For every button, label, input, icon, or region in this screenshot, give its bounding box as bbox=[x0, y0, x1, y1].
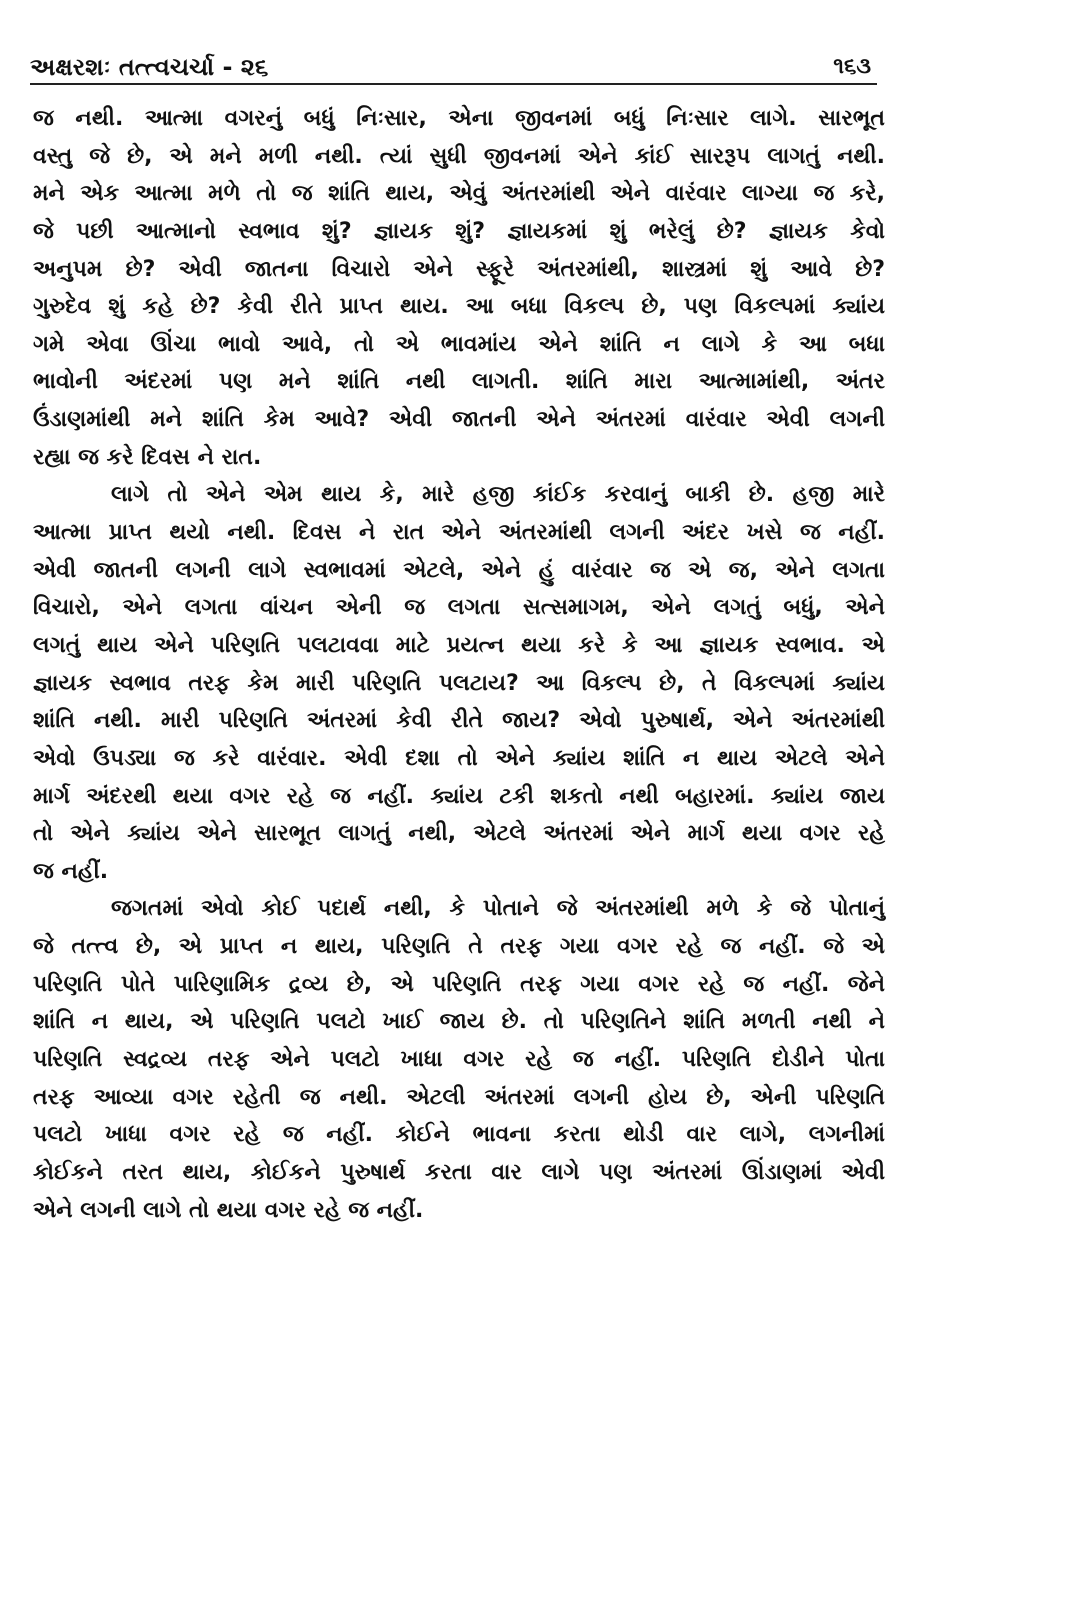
text-line: જ્ઞાયક સ્વભાવ તરફ કેમ મારી પરિણતિ પલટાય? આ વિકલ્પ છે, તે વિકલ્પમાં ક્યાંય bbox=[33, 670, 885, 696]
text-line: ભાવોની અંદરમાં પણ મને શાંતિ નથી લાગતી. શાંતિ મારા આત્મામાંથી, અંતર bbox=[33, 369, 885, 395]
header-rule bbox=[30, 83, 877, 85]
page-header bbox=[30, 42, 877, 82]
text-line: વસ્તુ જે છે, એ મને મળી નથી. ત્યાં સુધી જીવનમાં એને કાંઈ સારરૂપ લાગતું નથી. bbox=[33, 143, 885, 169]
text-line: તો એને ક્યાંય એને સારભૂત લાગતું નથી, એટલે અંતરમાં એને માર્ગ થયા વગર રહે bbox=[33, 821, 885, 847]
running-title: અક્ષરશઃ તત્ત્વચર્ચા - ૨૬ bbox=[30, 53, 269, 81]
text-line: લગતું થાય એને પરિણતિ પલટાવવા માટે પ્રયત્ન થયા કરે કે આ જ્ઞાયક સ્વભાવ. એ bbox=[33, 632, 885, 658]
text-line: તરફ આવ્યા વગર રહેતી જ નથી. એટલી અંતરમાં લગની હોય છે, એની પરિણતિ bbox=[33, 1084, 885, 1110]
text-line: પરિણતિ પોતે પારિણામિક દ્રવ્ય છે, એ પરિણતિ તરફ ગયા વગર રહે જ નહીં. જેને bbox=[33, 971, 885, 997]
text-line: મને એક આત્મા મળે તો જ શાંતિ થાય, એવું અંતરમાંથી એને વારંવાર લાગ્યા જ કરે, bbox=[33, 181, 885, 207]
text-line: અનુપમ છે? એવી જાતના વિચારો એને સ્ફૂરે અંતરમાંથી, શાસ્ત્રમાં શું આવે છે? bbox=[33, 256, 885, 282]
text-line: લાગે તો એને એમ થાય કે, મારે હજી કાંઈક કરવાનું બાકી છે. હજી મારે bbox=[111, 482, 885, 508]
text-line: ગમે એવા ઊંચા ભાવો આવે, તો એ ભાવમાંય એને શાંતિ ન લાગે કે આ બધા bbox=[33, 331, 885, 357]
text-line: જગતમાં એવો કોઈ પદાર્થ નથી, કે પોતાને જે અંતરમાંથી મળે કે જે પોતાનું bbox=[111, 896, 885, 922]
text-line: જે પછી આત્માનો સ્વભાવ શું? જ્ઞાયક શું? જ્ઞાયકમાં શું ભરેલું છે? જ્ઞાયક કેવો bbox=[33, 218, 885, 244]
text-line: પલટો ખાધા વગર રહે જ નહીં. કોઈને ભાવના કરતા થોડી વાર લાગે, લગનીમાં bbox=[33, 1122, 885, 1148]
text-line: જ નહીં. bbox=[33, 858, 109, 884]
text-line: રહ્યા જ કરે દિવસ ને રાત. bbox=[33, 444, 262, 470]
text-line: કોઈકને તરત થાય, કોઈકને પુરુષાર્થ કરતા વાર લાગે પણ અંતરમાં ઊંડાણમાં એવી bbox=[33, 1159, 885, 1185]
text-line: માર્ગ અંદરથી થયા વગર રહે જ નહીં. ક્યાંય ટકી શકતો નથી બહારમાં. ક્યાંય જાય bbox=[33, 783, 885, 809]
text-line: શાંતિ ન થાય, એ પરિણતિ પલટો ખાઈ જાય છે. તો પરિણતિને શાંતિ મળતી નથી ને bbox=[33, 1009, 885, 1035]
text-line: ગુરુદેવ શું કહે છે? કેવી રીતે પ્રાપ્ત થાય. આ બધા વિકલ્પ છે, પણ વિકલ્પમાં ક્યાંય bbox=[33, 294, 885, 320]
text-line: શાંતિ નથી. મારી પરિણતિ અંતરમાં કેવી રીતે જાય? એવો પુરુષાર્થ, એને અંતરમાંથી bbox=[33, 708, 885, 734]
text-line: પરિણતિ સ્વદ્રવ્ય તરફ એને પલટો ખાધા વગર રહે જ નહીં. પરિણતિ દોડીને પોતા bbox=[33, 1047, 885, 1073]
text-line: ઉંડાણમાંથી મને શાંતિ કેમ આવે? એવી જાતની એને અંતરમાં વારંવાર એવી લગની bbox=[33, 407, 885, 433]
text-line: એવી જાતની લગની લાગે સ્વભાવમાં એટલે, એને હું વારંવાર જ એ જ, એને લગતા bbox=[33, 557, 885, 583]
text-line: એવો ઉપડ્યા જ કરે વારંવાર. એવી દશા તો એને ક્યાંય શાંતિ ન થાય એટલે એને bbox=[33, 745, 885, 771]
text-line: વિચારો, એને લગતા વાંચન એની જ લગતા સત્સમાગમ, એને લગતું બધું, એને bbox=[33, 595, 885, 621]
page-number: ૧૬૩ bbox=[833, 54, 871, 79]
text-line: જે તત્ત્વ છે, એ પ્રાપ્ત ન થાય, પરિણતિ તે તરફ ગયા વગર રહે જ નહીં. જે એ bbox=[33, 934, 885, 960]
text-line: આત્મા પ્રાપ્ત થયો નથી. દિવસ ને રાત એને અંતરમાંથી લગની અંદર ખસે જ નહીં. bbox=[33, 520, 885, 546]
body-text bbox=[33, 100, 885, 1229]
text-line: જ નથી. આત્મા વગરનું બધું નિઃસાર, એના જીવનમાં બધું નિઃસાર લાગે. સારભૂત bbox=[33, 106, 885, 131]
text-line: એને લગની લાગે તો થયા વગર રહે જ નહીં. bbox=[33, 1197, 424, 1223]
